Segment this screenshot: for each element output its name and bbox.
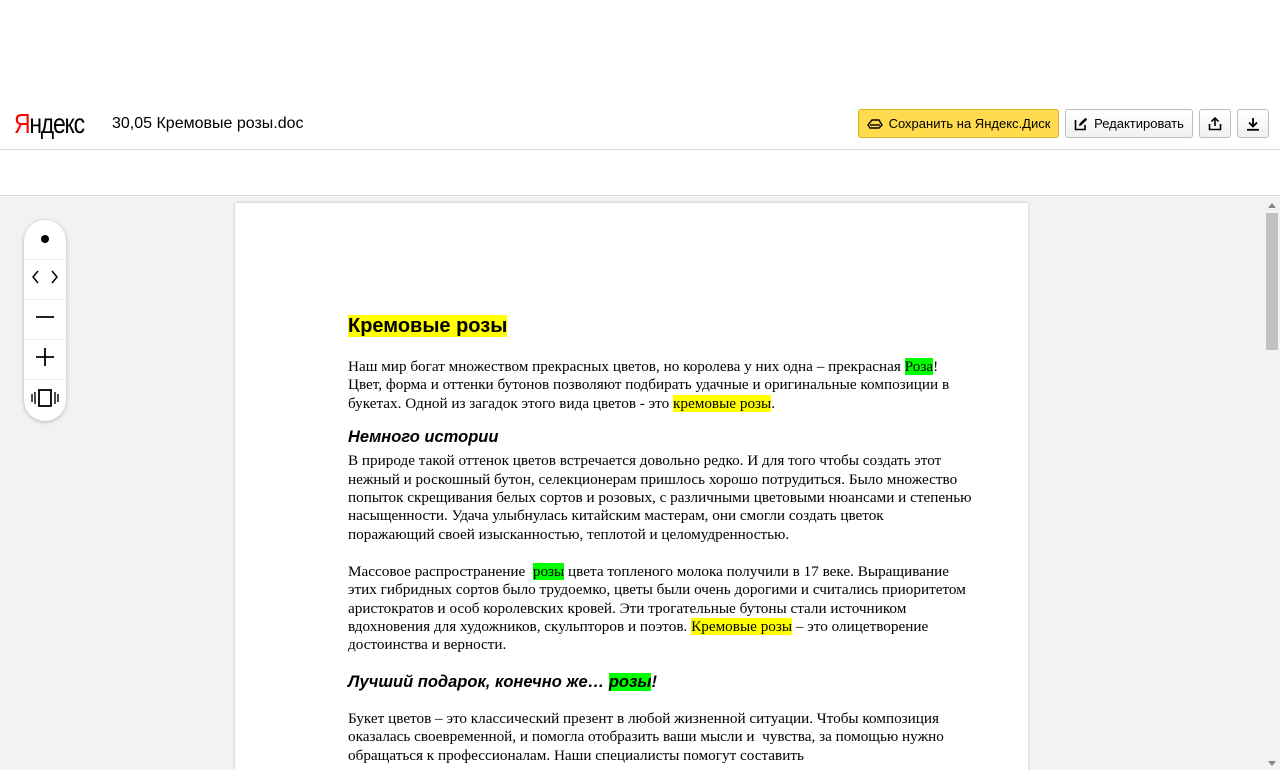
share-button[interactable] <box>1199 109 1231 138</box>
zoom-in-button[interactable] <box>24 340 66 380</box>
pointer-tool[interactable] <box>24 220 66 260</box>
download-button[interactable] <box>1237 109 1269 138</box>
paragraph-3 <box>348 563 973 655</box>
save-button-label: Сохранить на Яндекс.Диск <box>888 116 1051 131</box>
heading-best-gift <box>348 671 973 693</box>
highlight-green: розы <box>532 562 565 580</box>
vertical-scrollbar[interactable] <box>1264 197 1280 770</box>
heading-history: Немного истории <box>348 428 499 447</box>
highlight-green: розы <box>608 672 652 691</box>
header <box>0 98 1280 150</box>
paragraph-1 <box>348 358 973 413</box>
paragraph-2: В природе такой оттенок цветов встречается довольно редко. И для того чтобы создать этот нежный и роскошный бутон, селекционерам пришлось хорошо потрудиться. Было множество попыток скрещивания белых сортов и розовых, с различными цветовыми нюансами и степенью насыщенности. Удача улыбнулась китайским мастерам, они смогли создать цветок поражающий своей изысканностью, теплотой и целомудренностью. <box>348 452 972 543</box>
text-run: . <box>771 394 776 412</box>
fit-page-icon <box>30 389 60 412</box>
edit-button-label: Редактировать <box>1094 116 1184 131</box>
yandex-logo[interactable] <box>14 108 84 140</box>
download-icon <box>1246 117 1260 131</box>
viewer-toolbar <box>24 220 66 421</box>
logo-first-letter: Я <box>14 108 30 139</box>
save-to-disk-button[interactable] <box>858 109 1059 138</box>
fit-page-button[interactable] <box>24 380 66 420</box>
document-content <box>348 313 973 765</box>
paragraph-4: Букет цветов – это классический презент в любой жизненной ситуации. Чтобы композиция оказалась своевременной, и помогла отобразить ваши мысли и чувства, за помощью нужно обращаться к профессионалам. Наши специалисты помогут составить <box>348 709 948 764</box>
highlight-yellow: кремовые розы <box>673 394 772 412</box>
logo-rest: ндекс <box>29 108 84 139</box>
text-run: – это олицетворение достоинства и верности. <box>348 617 929 654</box>
title-text: Кремовые розы <box>348 315 508 337</box>
top-blank-area <box>0 0 1280 98</box>
page-navigation-tool[interactable] <box>24 260 66 300</box>
scroll-thumb[interactable] <box>1266 213 1278 350</box>
chevrons-icon <box>31 269 59 290</box>
text-run: Лучший подарок, конечно же… <box>348 672 609 691</box>
edit-button[interactable] <box>1065 109 1193 138</box>
scroll-up-arrow[interactable] <box>1268 203 1276 208</box>
edit-icon <box>1074 117 1088 131</box>
file-name: 30,05 Кремовые розы.doc <box>112 115 304 132</box>
highlight-green: Роза <box>904 358 934 375</box>
minus-icon <box>36 308 54 331</box>
text-run: ! <box>651 672 657 691</box>
share-icon <box>1208 117 1222 131</box>
plus-icon <box>36 348 54 371</box>
text-run: Наш мир богат множеством прекрасных цветов, но королева у них одна – прекрасная <box>348 358 905 375</box>
zoom-out-button[interactable] <box>24 300 66 340</box>
dot-icon <box>40 231 50 249</box>
highlight-yellow: Кремовые розы <box>691 617 793 635</box>
text-run: ! Цвет, форма и оттенки бутонов позволяют подбирать удачные и оригинальные композиции в букетах. Одной из загадок этого вида цветов - это <box>348 358 950 412</box>
document-viewer <box>0 197 1280 770</box>
text-run: Массовое распространение <box>348 562 533 580</box>
sub-toolbar <box>0 151 1280 196</box>
disk-icon <box>867 118 883 130</box>
document-page <box>235 203 1028 770</box>
document-title <box>348 313 973 339</box>
text-run: цвета топленого молока получили в 17 веке. Выращивание этих гибридных сортов было трудоемко, цветы были очень дорогими и считались приоритетом аристократов и особ королевских кровей. Эти трогательные бутоны стали источником вдохновения для художников, скульпторов и поэтов. <box>348 562 966 635</box>
scroll-down-arrow[interactable] <box>1268 761 1276 766</box>
